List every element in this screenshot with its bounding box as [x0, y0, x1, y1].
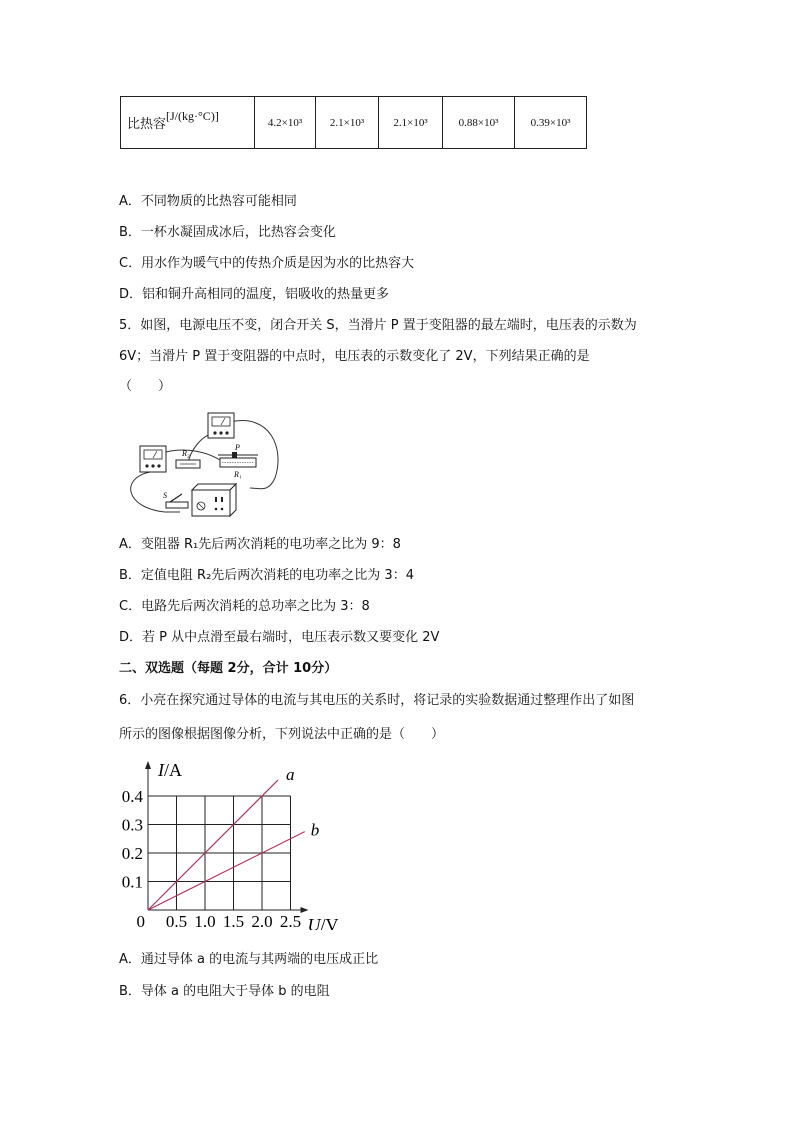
- section-heading: 二、双选题（每题 2分，合计 10分）: [119, 661, 338, 676]
- voltmeter-icon: [208, 413, 234, 438]
- resistor-r2-icon: [176, 460, 200, 468]
- series-line-b: [148, 832, 305, 910]
- q6-stem-line2: 所示的图像根据图像分析，下列说法中正确的是（ ）: [119, 727, 445, 742]
- series-line-a: [148, 780, 278, 910]
- y-tick-label: 0.3: [121, 815, 143, 835]
- q4-option-c: C．用水作为暖气中的传热介质是因为水的比热容大: [119, 256, 415, 271]
- q4-option-a: A．不同物质的比热容可能相同: [119, 194, 297, 209]
- rheostat-r1-icon: [218, 452, 258, 467]
- x-axis-arrow: [301, 907, 309, 913]
- table-row: [121, 97, 587, 149]
- q4-option-d: D．铝和铜升高相同的温度，铝吸收的热量更多: [119, 287, 390, 302]
- q5-stem-line3: （ ）: [119, 379, 172, 394]
- q4-option-b: B．一杯水凝固成冰后，比热容会变化: [119, 225, 336, 240]
- table-cell: 2.1×10³: [379, 97, 443, 149]
- specific-heat-table: [120, 96, 587, 149]
- ammeter-icon: [140, 446, 166, 472]
- table-cell: 2.1×10³: [316, 97, 379, 149]
- iv-chart: [115, 755, 350, 930]
- table-cell: 0.88×10³: [443, 97, 515, 149]
- y-tick-label: 0.1: [121, 872, 143, 892]
- table-header-unit: [J/(kg·°C)]: [166, 109, 219, 123]
- table-cell: 4.2×10³: [255, 97, 316, 149]
- chart-grid: [148, 796, 291, 910]
- x-tick-label: 2.0: [251, 912, 273, 930]
- circuit-diagram: [120, 408, 285, 518]
- y-tick-label: 0.4: [121, 787, 143, 806]
- q6-option-a: A．通过导体 a 的电流与其两端的电压成正比: [119, 952, 379, 967]
- switch-icon: [166, 494, 188, 508]
- x-tick-label: 2.5: [279, 912, 302, 930]
- y-tick-label: 0.2: [121, 844, 143, 863]
- q5-option-c: C．电路先后两次消耗的总功率之比为 3：8: [119, 599, 370, 614]
- q5-option-d: D．若 P 从中点滑至最右端时，电压表示数又要变化 2V: [119, 630, 440, 645]
- q6-option-b: B．导体 a 的电阻大于导体 b 的电阻: [119, 984, 330, 999]
- x-tick-label: 0.5: [165, 912, 188, 930]
- x-axis-label: U/V: [307, 915, 339, 930]
- q6-stem-line1: 6．小亮在探究通过导体的电流与其电压的关系时，将记录的实验数据通过整理作出了如图: [119, 693, 635, 708]
- series-label-a: a: [285, 765, 295, 785]
- q5-option-a: A．变阻器 R₁先后两次消耗的电功率之比为 9：8: [119, 537, 401, 552]
- label-p: P: [235, 443, 240, 452]
- y-axis-label: I/A: [158, 760, 182, 780]
- chart-series: [148, 780, 305, 910]
- q5-option-b: B．定值电阻 R₂先后两次消耗的电功率之比为 3：4: [119, 568, 414, 583]
- table-cell: 0.39×10³: [515, 97, 587, 149]
- table-header-label: 比热容: [127, 117, 167, 132]
- q5-stem-line2: 6V；当滑片 P 置于变阻器的中点时，电压表的示数变化了 2V，下列结果正确的是: [119, 349, 590, 364]
- label-r1: R₁: [234, 470, 242, 479]
- power-supply-icon: [192, 484, 236, 516]
- x-tick-label: 1.5: [222, 912, 245, 930]
- series-label-b: b: [310, 820, 320, 840]
- origin-label: 0: [136, 912, 145, 930]
- label-s: S: [163, 491, 167, 500]
- q5-stem-line1: 5．如图，电源电压不变，闭合开关 S，当滑片 P 置于变阻器的最左端时，电压表的示数为: [119, 318, 637, 333]
- label-r2: R₂: [182, 449, 190, 458]
- y-axis-arrow: [145, 761, 151, 769]
- x-tick-label: 1.0: [194, 912, 216, 930]
- table-header-cell: [121, 97, 255, 149]
- chart-axes: [145, 761, 309, 913]
